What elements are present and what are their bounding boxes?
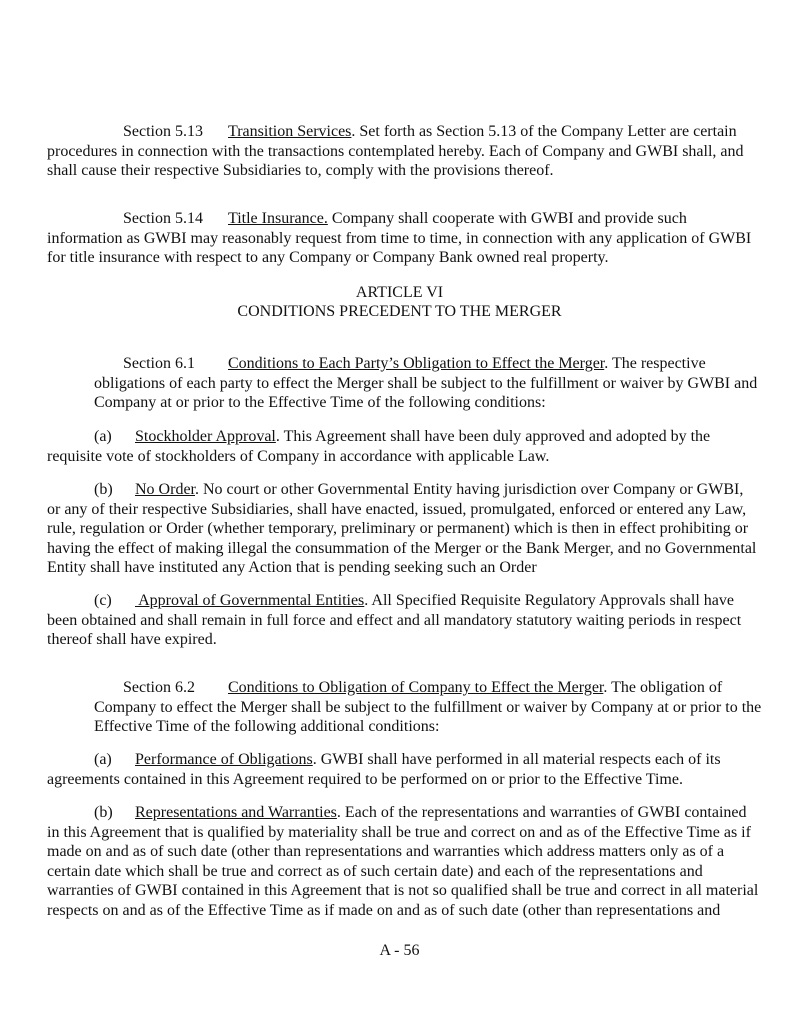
clause-6-2-b xyxy=(47,803,757,921)
section-label: Section 5.13 xyxy=(123,123,203,140)
clause-label: (c) xyxy=(94,592,112,609)
text-line: Effective Time of the following additional conditions: xyxy=(94,718,440,736)
text-line: been obtained and shall remain in full force and effect and all mandatory statutory waiting periods in respect xyxy=(47,611,742,629)
section-text: . The respective xyxy=(604,355,706,372)
text-line: having the effect of making illegal the consummation of the Merger or the Bank Merger, and no Governmental xyxy=(47,539,757,557)
text-line: in this Agreement that is qualified by materiality shall be true and correct on and as of the Effective Time as if xyxy=(47,823,751,841)
section-heading: Title Insurance. xyxy=(228,210,328,227)
clause-heading: Approval of Governmental Entities xyxy=(135,592,365,609)
text-line: or any of their respective Subsidiaries, shall have enacted, issued, promulgated, enforced or entered any Law, xyxy=(47,500,747,518)
section-label: Section 6.2 xyxy=(123,679,195,696)
clause-6-1-c xyxy=(47,591,757,650)
clause-6-2-a xyxy=(47,750,757,789)
clause-text: . Each of the representations and warranties of GWBI contained xyxy=(336,804,747,821)
text-line: rule, regulation or Order (whether temporary, preliminary or permanent) which is then in effect prohibiting or xyxy=(47,520,749,538)
section-6-1 xyxy=(94,354,799,413)
clause-text: . This Agreement shall have been duly approved and adopted by the xyxy=(275,428,711,445)
text-line: agreements contained in this Agreement required to be performed on or prior to the Effective Time. xyxy=(47,770,683,788)
section-text: . The obligation of xyxy=(603,679,723,696)
text-line: requisite vote of stockholders of Company in accordance with applicable Law. xyxy=(47,447,550,465)
clause-heading: Performance of Obligations xyxy=(135,751,313,768)
clause-heading: No Order xyxy=(135,481,195,498)
text-line: obligations of each party to effect the Merger shall be subject to the fulfillment or waiver by GWBI and xyxy=(94,374,758,392)
text-line: procedures in connection with the transactions contemplated hereby. Each of Company and GWBI shall, and xyxy=(47,142,744,160)
text-line: for title insurance with respect to any Company or Company Bank owned real property. xyxy=(47,249,609,267)
clause-label: (a) xyxy=(94,428,112,445)
text-line: thereof shall have expired. xyxy=(47,631,217,649)
clause-heading: Stockholder Approval xyxy=(135,428,276,445)
text-line: certain date which shall be true and correct as of such certain date) and each of the representations and xyxy=(47,862,703,880)
text-line: warranties of GWBI contained in this Agreement that is not so qualified shall be true and correct in all material xyxy=(47,882,759,900)
clause-text: . No court or other Governmental Entity having jurisdiction over Company or GWBI, xyxy=(194,481,744,498)
text-line: Company to effect the Merger shall be subject to the fulfillment or waiver by Company at or prior to the xyxy=(94,698,762,716)
section-label: Section 5.14 xyxy=(123,210,203,227)
text-line: made on and as of such date (other than representations and warranties which address matters only as of a xyxy=(47,843,725,861)
section-6-2 xyxy=(94,678,799,737)
clause-label: (b) xyxy=(94,804,113,821)
clause-text: . All Specified Requisite Regulatory Approvals shall have xyxy=(364,592,734,609)
text-line: shall cause their respective Subsidiaries to, comply with the provisions thereof. xyxy=(47,162,554,180)
clause-6-1-b xyxy=(47,480,757,578)
section-heading: Conditions to Obligation of Company to Effect the Merger xyxy=(228,679,604,696)
clause-label: (b) xyxy=(94,481,113,498)
text-line: respects on and as of the Effective Time as if made on and as of such date (other than representations and xyxy=(47,901,721,919)
article-title: CONDITIONS PRECEDENT TO THE MERGER xyxy=(237,302,562,320)
article-number: ARTICLE VI xyxy=(355,284,444,301)
clause-text: . GWBI shall have performed in all material respects each of its xyxy=(312,751,721,768)
clause-label: (a) xyxy=(94,751,112,768)
section-heading: Transition Services xyxy=(228,123,352,140)
clause-heading: Representations and Warranties xyxy=(135,804,337,821)
article-heading xyxy=(0,284,799,321)
section-5-14 xyxy=(47,209,757,268)
section-5-13 xyxy=(47,122,757,181)
page-number: A - 56 xyxy=(379,942,420,959)
text-line: information as GWBI may reasonably request from time to time, in connection with any application of GWBI xyxy=(47,229,752,247)
section-heading: Conditions to Each Party’s Obligation to Effect the Merger xyxy=(228,355,605,372)
section-label: Section 6.1 xyxy=(123,355,195,372)
text-line: Entity shall have instituted any Action that is pending seeking such an Order xyxy=(47,559,537,577)
clause-6-1-a xyxy=(47,427,757,466)
text-line: Company at or prior to the Effective Time of the following conditions: xyxy=(94,394,546,412)
section-text: . Set forth as Section 5.13 of the Company Letter are certain xyxy=(351,123,737,140)
section-text: Company shall cooperate with GWBI and provide such xyxy=(327,210,687,227)
